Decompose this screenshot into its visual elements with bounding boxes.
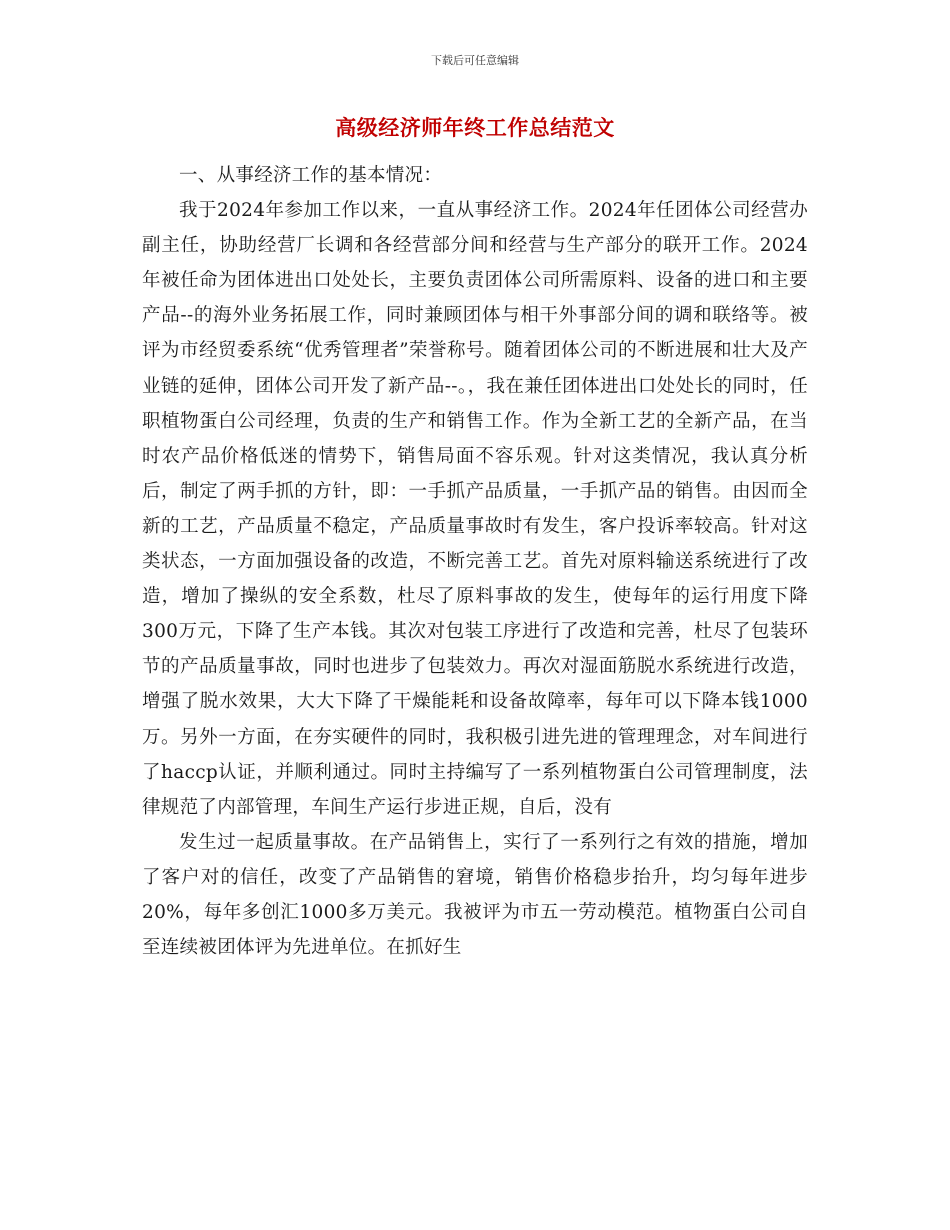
document-body xyxy=(142,158,808,965)
page-header-note: 下载后可任意编辑 xyxy=(431,54,519,67)
document-title: 高级经济师年终工作总结范文 xyxy=(335,115,615,140)
body-paragraph: 我于2024年参加工作以来，一直从事经济工作。2024年任团体公司经营办副主任，协助经营厂长调和各经营部分间和经营与生产部分的联开工作。2024年被任命为团体进出口处处长，主要负责团体公司所需原料、设备的进口和主要产品--的海外业务拓展工作，同时兼顾团体与相干外事部分间的调和联络等。被评为市经贸委系统“优秀管理者”荣誉称号。随着团体公司的不断进展和壮大及产业链的延伸，团体公司开发了新产品--。，我在兼任团体进出口处处长的同时，任职植物蛋白公司经理，负责的生产和销售工作。作为全新工艺的全新产品，在当时农产品价格低迷的情势下，销售局面不容乐观。针对这类情况，我认真分析后，制定了两手抓的方针，即：一手抓产品质量，一手抓产品的销售。由因而全新的工艺，产品质量不稳定，产品质量事故时有发生，客户投诉率较高。针对这类状态，一方面加强设备的改造，不断完善工艺。首先对原料输送系统进行了改造，增加了操纵的安全系数，杜尽了原料事故的发生，使每年的运行用度下降300万元，下降了生产本钱。其次对包装工序进行了改造和完善，杜尽了包装环节的产品质量事故，同时也进步了包装效力。再次对湿面筋脱水系统进行改造，增强了脱水效果，大大下降了干燥能耗和设备故障率，每年可以下降本钱1000万。另外一方面，在夯实硬件的同时，我积极引进先进的管理理念，对车间进行了haccp认证，并顺利通过。同时主持编写了一系列植物蛋白公司管理制度，法律规范了内部管理，车间生产运行步进正规，自后，没有 xyxy=(142,200,808,818)
body-paragraph: 发生过一起质量事故。在产品销售上，实行了一系列行之有效的措施，增加了客户对的信任，改变了产品销售的窘境，销售价格稳步抬升，均匀每年进步20%，每年多创汇1000多万美元。我被评为市五一劳动模范。植物蛋白公司自至连续被团体评为先进单位。在抓好生 xyxy=(142,831,808,959)
section-heading: 一、从事经济工作的基本情况： xyxy=(179,165,443,186)
